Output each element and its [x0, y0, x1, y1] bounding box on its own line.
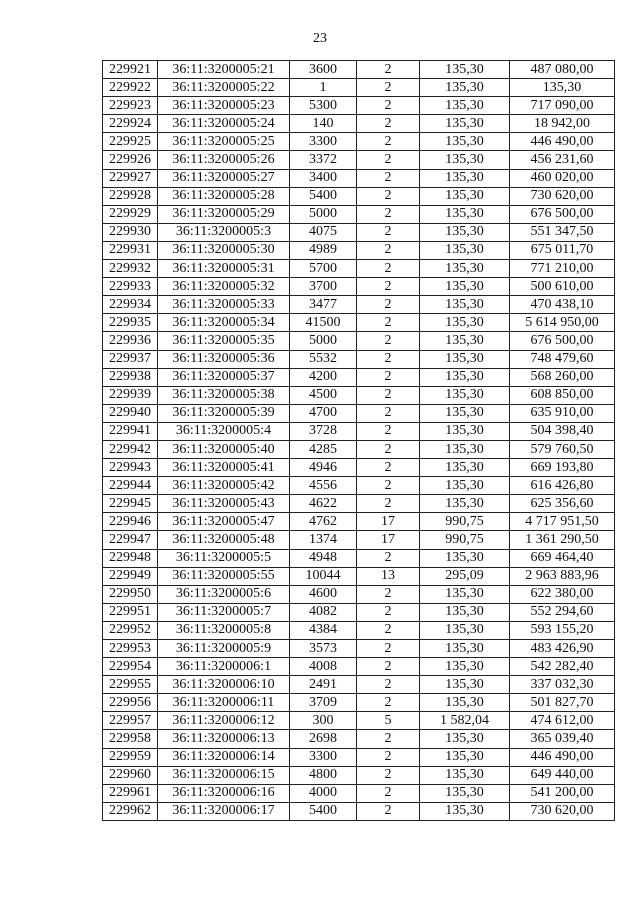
cadastral-number-cell: 36:11:3200006:1	[158, 658, 290, 676]
rate-cell: 135,30	[420, 61, 510, 79]
area-cell: 4082	[290, 603, 357, 621]
area-cell: 10044	[290, 567, 357, 585]
cadastral-number-cell: 36:11:3200005:47	[158, 513, 290, 531]
value-cell: 18 942,00	[510, 115, 615, 133]
value-cell: 622 380,00	[510, 585, 615, 603]
rate-cell: 135,30	[420, 603, 510, 621]
rate-cell: 135,30	[420, 549, 510, 567]
group-cell: 2	[357, 477, 420, 495]
area-cell: 5000	[290, 332, 357, 350]
rate-cell: 135,30	[420, 151, 510, 169]
cadastral-number-cell: 36:11:3200005:22	[158, 79, 290, 97]
table-row	[103, 169, 615, 187]
rate-cell: 135,30	[420, 187, 510, 205]
group-cell: 2	[357, 621, 420, 639]
cadastral-number-cell: 36:11:3200005:36	[158, 350, 290, 368]
value-cell: 568 260,00	[510, 368, 615, 386]
group-cell: 2	[357, 784, 420, 802]
rate-cell: 135,30	[420, 97, 510, 115]
rate-cell: 295,09	[420, 567, 510, 585]
area-cell: 300	[290, 712, 357, 730]
rate-cell: 135,30	[420, 260, 510, 278]
value-cell: 771 210,00	[510, 260, 615, 278]
rate-cell: 135,30	[420, 241, 510, 259]
cadastral-number-cell: 36:11:3200006:12	[158, 712, 290, 730]
area-cell: 3709	[290, 694, 357, 712]
area-cell: 4700	[290, 404, 357, 422]
group-cell: 2	[357, 296, 420, 314]
area-cell: 1	[290, 79, 357, 97]
table-row	[103, 603, 615, 621]
cadastral-number-cell: 36:11:3200005:38	[158, 386, 290, 404]
rate-cell: 135,30	[420, 495, 510, 513]
table-row	[103, 640, 615, 658]
cadastral-number-cell: 36:11:3200005:9	[158, 640, 290, 658]
row-number-cell: 229923	[103, 97, 158, 115]
row-number-cell: 229957	[103, 712, 158, 730]
group-cell: 2	[357, 187, 420, 205]
table-row	[103, 260, 615, 278]
table-row	[103, 567, 615, 585]
area-cell: 3300	[290, 133, 357, 151]
cadastral-number-cell: 36:11:3200005:42	[158, 477, 290, 495]
area-cell: 3700	[290, 278, 357, 296]
row-number-cell: 229961	[103, 784, 158, 802]
table-row	[103, 115, 615, 133]
row-number-cell: 229949	[103, 567, 158, 585]
rate-cell: 135,30	[420, 314, 510, 332]
table-row	[103, 133, 615, 151]
area-cell: 5400	[290, 187, 357, 205]
rate-cell: 135,30	[420, 621, 510, 639]
group-cell: 2	[357, 585, 420, 603]
table-row	[103, 658, 615, 676]
table-row	[103, 241, 615, 259]
rate-cell: 135,30	[420, 115, 510, 133]
rate-cell: 135,30	[420, 676, 510, 694]
value-cell: 669 193,80	[510, 459, 615, 477]
row-number-cell: 229924	[103, 115, 158, 133]
area-cell: 4800	[290, 766, 357, 784]
row-number-cell: 229921	[103, 61, 158, 79]
group-cell: 2	[357, 332, 420, 350]
group-cell: 2	[357, 440, 420, 458]
area-cell: 3728	[290, 422, 357, 440]
rate-cell: 135,30	[420, 278, 510, 296]
table-row	[103, 549, 615, 567]
table-row	[103, 621, 615, 639]
rate-cell: 135,30	[420, 730, 510, 748]
row-number-cell: 229953	[103, 640, 158, 658]
rate-cell: 135,30	[420, 802, 510, 820]
row-number-cell: 229954	[103, 658, 158, 676]
value-cell: 730 620,00	[510, 187, 615, 205]
row-number-cell: 229958	[103, 730, 158, 748]
value-cell: 501 827,70	[510, 694, 615, 712]
area-cell: 5532	[290, 350, 357, 368]
table-row	[103, 187, 615, 205]
row-number-cell: 229932	[103, 260, 158, 278]
rate-cell: 135,30	[420, 386, 510, 404]
group-cell: 2	[357, 350, 420, 368]
cadastral-number-cell: 36:11:3200005:28	[158, 187, 290, 205]
row-number-cell: 229947	[103, 531, 158, 549]
cadastral-number-cell: 36:11:3200006:13	[158, 730, 290, 748]
row-number-cell: 229962	[103, 802, 158, 820]
group-cell: 2	[357, 640, 420, 658]
table-row	[103, 477, 615, 495]
group-cell: 2	[357, 151, 420, 169]
value-cell: 552 294,60	[510, 603, 615, 621]
table-row	[103, 350, 615, 368]
cadastral-number-cell: 36:11:3200006:17	[158, 802, 290, 820]
area-cell: 3372	[290, 151, 357, 169]
rate-cell: 135,30	[420, 332, 510, 350]
table-body	[103, 61, 615, 821]
value-cell: 649 440,00	[510, 766, 615, 784]
row-number-cell: 229931	[103, 241, 158, 259]
cadastral-number-cell: 36:11:3200005:40	[158, 440, 290, 458]
area-cell: 4622	[290, 495, 357, 513]
rate-cell: 135,30	[420, 223, 510, 241]
value-cell: 542 282,40	[510, 658, 615, 676]
value-cell: 487 080,00	[510, 61, 615, 79]
area-cell: 3573	[290, 640, 357, 658]
cadastral-number-cell: 36:11:3200006:10	[158, 676, 290, 694]
table-row	[103, 278, 615, 296]
value-cell: 483 426,90	[510, 640, 615, 658]
area-cell: 4556	[290, 477, 357, 495]
cadastral-number-cell: 36:11:3200005:26	[158, 151, 290, 169]
row-number-cell: 229941	[103, 422, 158, 440]
group-cell: 2	[357, 133, 420, 151]
group-cell: 2	[357, 115, 420, 133]
cadastral-number-cell: 36:11:3200005:4	[158, 422, 290, 440]
rate-cell: 135,30	[420, 784, 510, 802]
area-cell: 2698	[290, 730, 357, 748]
row-number-cell: 229959	[103, 748, 158, 766]
value-cell: 446 490,00	[510, 133, 615, 151]
value-cell: 337 032,30	[510, 676, 615, 694]
table-row	[103, 802, 615, 820]
row-number-cell: 229942	[103, 440, 158, 458]
cadastral-number-cell: 36:11:3200005:30	[158, 241, 290, 259]
group-cell: 2	[357, 97, 420, 115]
value-cell: 669 464,40	[510, 549, 615, 567]
value-cell: 579 760,50	[510, 440, 615, 458]
table-row	[103, 531, 615, 549]
row-number-cell: 229948	[103, 549, 158, 567]
group-cell: 2	[357, 61, 420, 79]
area-cell: 2491	[290, 676, 357, 694]
row-number-cell: 229925	[103, 133, 158, 151]
area-cell: 3300	[290, 748, 357, 766]
cadastral-number-cell: 36:11:3200005:37	[158, 368, 290, 386]
area-cell: 5000	[290, 205, 357, 223]
value-cell: 470 438,10	[510, 296, 615, 314]
value-cell: 616 426,80	[510, 477, 615, 495]
value-cell: 135,30	[510, 79, 615, 97]
group-cell: 2	[357, 459, 420, 477]
group-cell: 2	[357, 495, 420, 513]
group-cell: 2	[357, 260, 420, 278]
row-number-cell: 229946	[103, 513, 158, 531]
value-cell: 593 155,20	[510, 621, 615, 639]
row-number-cell: 229945	[103, 495, 158, 513]
group-cell: 2	[357, 368, 420, 386]
cadastral-number-cell: 36:11:3200005:3	[158, 223, 290, 241]
table-row	[103, 766, 615, 784]
rate-cell: 135,30	[420, 694, 510, 712]
rate-cell: 135,30	[420, 658, 510, 676]
table-row	[103, 440, 615, 458]
rate-cell: 990,75	[420, 513, 510, 531]
value-cell: 474 612,00	[510, 712, 615, 730]
rate-cell: 1 582,04	[420, 712, 510, 730]
value-cell: 5 614 950,00	[510, 314, 615, 332]
area-cell: 4285	[290, 440, 357, 458]
rate-cell: 135,30	[420, 79, 510, 97]
table-row	[103, 585, 615, 603]
area-cell: 4000	[290, 784, 357, 802]
group-cell: 2	[357, 603, 420, 621]
group-cell: 5	[357, 712, 420, 730]
cadastral-number-cell: 36:11:3200005:55	[158, 567, 290, 585]
table-row	[103, 694, 615, 712]
area-cell: 4600	[290, 585, 357, 603]
cadastral-number-cell: 36:11:3200005:32	[158, 278, 290, 296]
area-cell: 3400	[290, 169, 357, 187]
rate-cell: 990,75	[420, 531, 510, 549]
value-cell: 748 479,60	[510, 350, 615, 368]
group-cell: 2	[357, 422, 420, 440]
row-number-cell: 229950	[103, 585, 158, 603]
cadastral-number-cell: 36:11:3200005:21	[158, 61, 290, 79]
cadastral-number-cell: 36:11:3200005:23	[158, 97, 290, 115]
cadastral-number-cell: 36:11:3200006:11	[158, 694, 290, 712]
rate-cell: 135,30	[420, 296, 510, 314]
row-number-cell: 229935	[103, 314, 158, 332]
table-row	[103, 79, 615, 97]
table-row	[103, 314, 615, 332]
rate-cell: 135,30	[420, 169, 510, 187]
area-cell: 41500	[290, 314, 357, 332]
group-cell: 2	[357, 404, 420, 422]
group-cell: 2	[357, 205, 420, 223]
value-cell: 635 910,00	[510, 404, 615, 422]
table-row	[103, 495, 615, 513]
cadastral-number-cell: 36:11:3200005:5	[158, 549, 290, 567]
cadastral-value-table	[102, 60, 615, 821]
area-cell: 5300	[290, 97, 357, 115]
group-cell: 2	[357, 169, 420, 187]
row-number-cell: 229939	[103, 386, 158, 404]
row-number-cell: 229928	[103, 187, 158, 205]
cadastral-number-cell: 36:11:3200005:24	[158, 115, 290, 133]
cadastral-number-cell: 36:11:3200005:43	[158, 495, 290, 513]
table-row	[103, 205, 615, 223]
area-cell: 4008	[290, 658, 357, 676]
row-number-cell: 229952	[103, 621, 158, 639]
group-cell: 2	[357, 730, 420, 748]
value-cell: 541 200,00	[510, 784, 615, 802]
cadastral-number-cell: 36:11:3200005:35	[158, 332, 290, 350]
group-cell: 17	[357, 531, 420, 549]
cadastral-number-cell: 36:11:3200005:33	[158, 296, 290, 314]
group-cell: 2	[357, 278, 420, 296]
value-cell: 446 490,00	[510, 748, 615, 766]
area-cell: 1374	[290, 531, 357, 549]
group-cell: 17	[357, 513, 420, 531]
area-cell: 3477	[290, 296, 357, 314]
table-row	[103, 368, 615, 386]
group-cell: 2	[357, 802, 420, 820]
table-row	[103, 422, 615, 440]
cadastral-number-cell: 36:11:3200005:6	[158, 585, 290, 603]
value-cell: 1 361 290,50	[510, 531, 615, 549]
row-number-cell: 229937	[103, 350, 158, 368]
cadastral-number-cell: 36:11:3200006:16	[158, 784, 290, 802]
area-cell: 4384	[290, 621, 357, 639]
value-cell: 504 398,40	[510, 422, 615, 440]
rate-cell: 135,30	[420, 748, 510, 766]
table-row	[103, 712, 615, 730]
value-cell: 456 231,60	[510, 151, 615, 169]
cadastral-number-cell: 36:11:3200005:34	[158, 314, 290, 332]
value-cell: 676 500,00	[510, 332, 615, 350]
cadastral-number-cell: 36:11:3200005:41	[158, 459, 290, 477]
table-row	[103, 332, 615, 350]
row-number-cell: 229940	[103, 404, 158, 422]
table-row	[103, 61, 615, 79]
rate-cell: 135,30	[420, 404, 510, 422]
group-cell: 13	[357, 567, 420, 585]
rate-cell: 135,30	[420, 205, 510, 223]
value-cell: 717 090,00	[510, 97, 615, 115]
area-cell: 140	[290, 115, 357, 133]
rate-cell: 135,30	[420, 640, 510, 658]
row-number-cell: 229936	[103, 332, 158, 350]
cadastral-number-cell: 36:11:3200005:31	[158, 260, 290, 278]
row-number-cell: 229930	[103, 223, 158, 241]
table-row	[103, 296, 615, 314]
table-row	[103, 404, 615, 422]
rate-cell: 135,30	[420, 459, 510, 477]
row-number-cell: 229956	[103, 694, 158, 712]
group-cell: 2	[357, 748, 420, 766]
rate-cell: 135,30	[420, 766, 510, 784]
area-cell: 5700	[290, 260, 357, 278]
group-cell: 2	[357, 241, 420, 259]
row-number-cell: 229960	[103, 766, 158, 784]
value-cell: 625 356,60	[510, 495, 615, 513]
group-cell: 2	[357, 694, 420, 712]
value-cell: 675 011,70	[510, 241, 615, 259]
table-row	[103, 97, 615, 115]
cadastral-number-cell: 36:11:3200005:27	[158, 169, 290, 187]
group-cell: 2	[357, 658, 420, 676]
table-row	[103, 151, 615, 169]
row-number-cell: 229955	[103, 676, 158, 694]
area-cell: 4500	[290, 386, 357, 404]
group-cell: 2	[357, 79, 420, 97]
rate-cell: 135,30	[420, 368, 510, 386]
row-number-cell: 229944	[103, 477, 158, 495]
value-cell: 460 020,00	[510, 169, 615, 187]
value-cell: 676 500,00	[510, 205, 615, 223]
rate-cell: 135,30	[420, 422, 510, 440]
group-cell: 2	[357, 549, 420, 567]
row-number-cell: 229943	[103, 459, 158, 477]
area-cell: 3600	[290, 61, 357, 79]
table-row	[103, 730, 615, 748]
group-cell: 2	[357, 386, 420, 404]
value-cell: 365 039,40	[510, 730, 615, 748]
value-cell: 608 850,00	[510, 386, 615, 404]
area-cell: 5400	[290, 802, 357, 820]
area-cell: 4075	[290, 223, 357, 241]
row-number-cell: 229934	[103, 296, 158, 314]
group-cell: 2	[357, 766, 420, 784]
cadastral-number-cell: 36:11:3200005:39	[158, 404, 290, 422]
group-cell: 2	[357, 676, 420, 694]
table-row	[103, 676, 615, 694]
page-number: 23	[313, 31, 327, 46]
cadastral-number-cell: 36:11:3200005:8	[158, 621, 290, 639]
group-cell: 2	[357, 314, 420, 332]
cadastral-number-cell: 36:11:3200005:25	[158, 133, 290, 151]
table-row	[103, 223, 615, 241]
cadastral-number-cell: 36:11:3200005:7	[158, 603, 290, 621]
row-number-cell: 229926	[103, 151, 158, 169]
area-cell: 4200	[290, 368, 357, 386]
area-cell: 4989	[290, 241, 357, 259]
value-cell: 2 963 883,96	[510, 567, 615, 585]
table-row	[103, 459, 615, 477]
value-cell: 551 347,50	[510, 223, 615, 241]
rate-cell: 135,30	[420, 477, 510, 495]
cadastral-number-cell: 36:11:3200005:29	[158, 205, 290, 223]
table-row	[103, 386, 615, 404]
cadastral-number-cell: 36:11:3200006:15	[158, 766, 290, 784]
rate-cell: 135,30	[420, 440, 510, 458]
cadastral-number-cell: 36:11:3200006:14	[158, 748, 290, 766]
group-cell: 2	[357, 223, 420, 241]
value-cell: 500 610,00	[510, 278, 615, 296]
cadastral-number-cell: 36:11:3200005:48	[158, 531, 290, 549]
rate-cell: 135,30	[420, 585, 510, 603]
row-number-cell: 229938	[103, 368, 158, 386]
table-row	[103, 513, 615, 531]
rate-cell: 135,30	[420, 133, 510, 151]
area-cell: 4946	[290, 459, 357, 477]
area-cell: 4948	[290, 549, 357, 567]
row-number-cell: 229922	[103, 79, 158, 97]
value-cell: 730 620,00	[510, 802, 615, 820]
row-number-cell: 229929	[103, 205, 158, 223]
table-row	[103, 784, 615, 802]
table-row	[103, 748, 615, 766]
value-cell: 4 717 951,50	[510, 513, 615, 531]
area-cell: 4762	[290, 513, 357, 531]
row-number-cell: 229927	[103, 169, 158, 187]
row-number-cell: 229933	[103, 278, 158, 296]
row-number-cell: 229951	[103, 603, 158, 621]
rate-cell: 135,30	[420, 350, 510, 368]
